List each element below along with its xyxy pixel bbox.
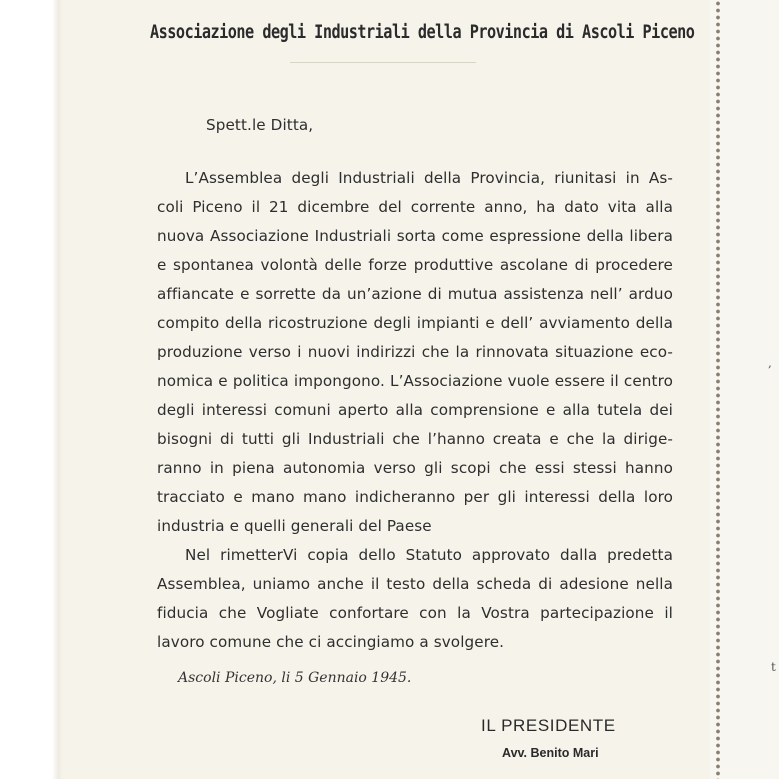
body-line: coli Piceno il 21 dicembre del corrente anno, ha dato vita alla <box>157 198 673 216</box>
body-line: industria e quelli generali del Paese <box>157 517 432 535</box>
body-line: ranno in piena autonomia verso gli scopi che essi stessi hanno <box>157 459 673 477</box>
body-line: fiducia che Vogliate confortare con la Vostra partecipazione il <box>157 604 673 622</box>
body-line: nomica e politica impongono. L’Associazione vuole essere il centro <box>157 372 673 390</box>
body-line: Nel rimetterVi copia dello Statuto approvato dalla predetta <box>185 546 673 564</box>
signature-title: IL PRESIDENTE <box>481 716 616 735</box>
salutation: Spett.le Ditta, <box>206 116 314 134</box>
body-line: affiancate e sorrette da un’azione di mutua assistenza nell’ arduo <box>157 285 673 303</box>
body-line: tracciato e mano mano indicheranno per gli interessi della loro <box>157 488 673 506</box>
left-margin <box>0 0 62 779</box>
body-line: e spontanea volontà delle forze produttive ascolane di procedere <box>157 256 673 274</box>
body-line: nuova Associazione Industriali sorta come espressione della libera <box>157 227 673 245</box>
body-line: produzione verso i nuovi indirizzi che la rinnovata situazione eco- <box>157 343 673 361</box>
body-line: Assemblea, uniamo anche il testo della scheda di adesione nella <box>157 575 673 593</box>
letterhead-title: Associazione degli Industriali della Provincia di Ascoli Piceno <box>150 22 695 43</box>
margin-mark: t <box>771 660 776 674</box>
signature-name: Avv. Benito Mari <box>502 746 599 760</box>
letterhead-divider <box>290 62 476 63</box>
margin-mark: , <box>768 356 772 370</box>
body-line: L’Assemblea degli Industriali della Provincia, riunitasi in As- <box>185 169 673 187</box>
body-line: compito della ricostruzione degli impianti e dell’ avviamento della <box>157 314 673 332</box>
dateline: Ascoli Piceno, li 5 Gennaio 1945. <box>178 670 412 686</box>
body-line: bisogni di tutti gli Industriali che l’hanno creata e che la dirige- <box>157 430 673 448</box>
perforation-edge <box>713 0 723 779</box>
body-line: lavoro comune che ci accingiamo a svolgere. <box>157 633 505 651</box>
body-line: degli interessi comuni aperto alla comprensione e alla tutela dei <box>157 401 673 419</box>
